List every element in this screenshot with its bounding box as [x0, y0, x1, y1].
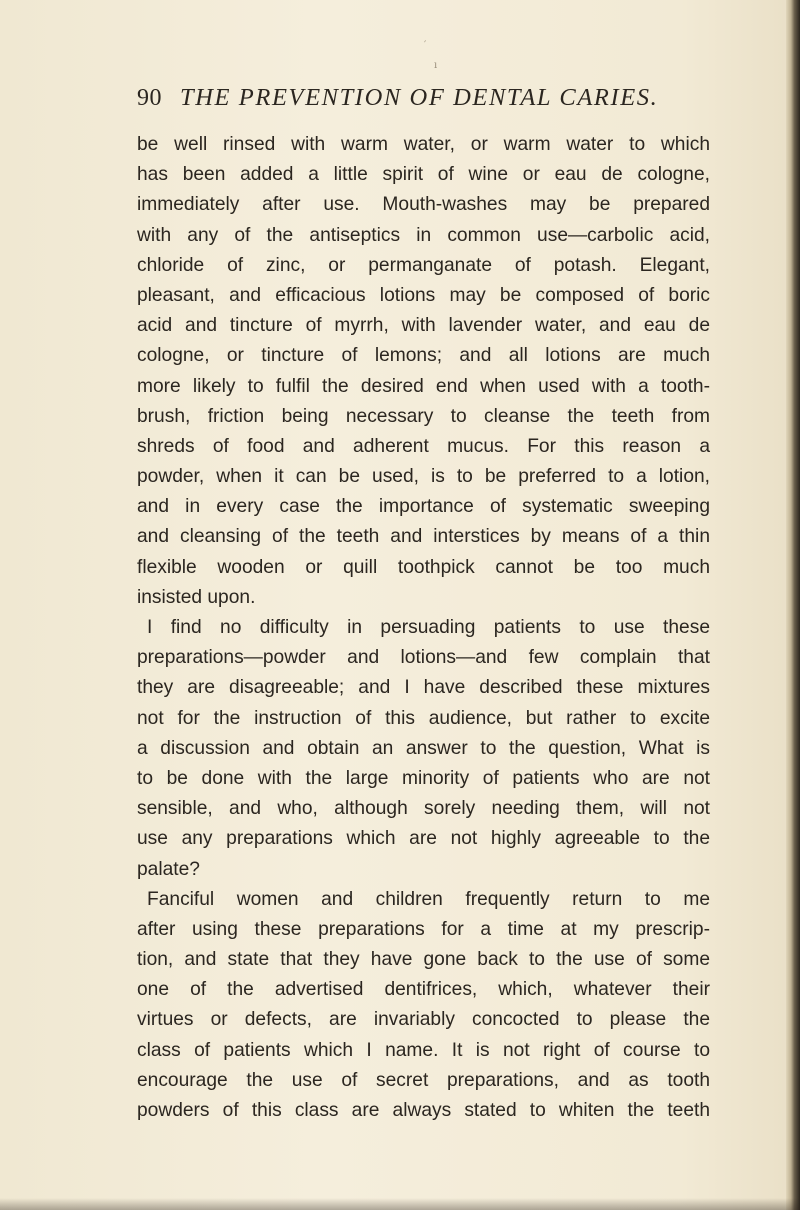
speck-mark: ı: [434, 60, 438, 71]
speck-mark: ′: [424, 40, 427, 51]
text-line: brush, friction being necessary to cleanse the teeth from: [137, 405, 710, 427]
running-head: THE PREVENTION OF DENTAL CARIES.: [180, 84, 659, 111]
text-line: and cleansing of the teeth and interstices by means of a thin: [137, 526, 710, 548]
text-line: more likely to fulfil the desired end when used with a tooth-: [137, 375, 710, 397]
body-text: [137, 130, 710, 1126]
text-line: powder, when it can be used, is to be preferred to a lotion,: [137, 466, 710, 488]
page-header: [137, 84, 737, 120]
text-line: sensible, and who, although sorely needing them, will not: [137, 798, 710, 820]
text-line: palate?: [137, 858, 200, 880]
text-line: tion, and state that they have gone back to the use of some: [137, 949, 710, 971]
text-line: not for the instruction of this audience, but rather to excite: [137, 707, 710, 729]
text-line: a discussion and obtain an answer to the question, What is: [137, 737, 710, 759]
text-line: acid and tincture of myrrh, with lavender water, and eau de: [137, 315, 710, 337]
text-line: chloride of zinc, or permanganate of potash. Elegant,: [137, 254, 710, 276]
text-line: insisted upon.: [137, 586, 256, 608]
text-line: with any of the antiseptics in common use—carbolic acid,: [137, 224, 710, 246]
text-line: use any preparations which are not highly agreeable to the: [137, 828, 710, 850]
text-line: be well rinsed with warm water, or warm water to which: [137, 134, 710, 155]
text-line: I find no difficulty in persuading patients to use these: [147, 617, 710, 638]
text-line: flexible wooden or quill toothpick cannot be too much: [137, 556, 710, 578]
text-line: after using these preparations for a time at my prescrip-: [137, 918, 710, 940]
text-line: class of patients which I name. It is not right of course to: [137, 1039, 710, 1061]
text-line: encourage the use of secret preparations, and as tooth: [137, 1069, 710, 1091]
text-line: powders of this class are always stated to whiten the teeth: [137, 1100, 710, 1121]
text-line: and in every case the importance of systematic sweeping: [137, 496, 710, 518]
text-line: preparations—powder and lotions—and few complain that: [137, 647, 710, 669]
text-line: virtues or defects, are invariably concocted to please the: [137, 1009, 710, 1031]
text-line: they are disagreeable; and I have described these mixtures: [137, 677, 710, 699]
text-line: shreds of food and adherent mucus. For this reason a: [137, 435, 710, 457]
page-edge-shadow: [786, 0, 800, 1210]
text-line: Fanciful women and children frequently return to me: [147, 888, 710, 910]
text-line: immediately after use. Mouth-washes may be prepared: [137, 194, 710, 216]
text-line: one of the advertised dentifrices, which, whatever their: [137, 979, 710, 1001]
text-line: to be done with the large minority of patients who are not: [137, 767, 710, 789]
page-number: 90: [137, 85, 162, 111]
page-bottom-shadow: [0, 1198, 800, 1210]
text-line: has been added a little spirit of wine or eau de cologne,: [137, 164, 710, 186]
text-line: pleasant, and efficacious lotions may be composed of boric: [137, 284, 710, 306]
text-line: cologne, or tincture of lemons; and all lotions are much: [137, 345, 710, 367]
